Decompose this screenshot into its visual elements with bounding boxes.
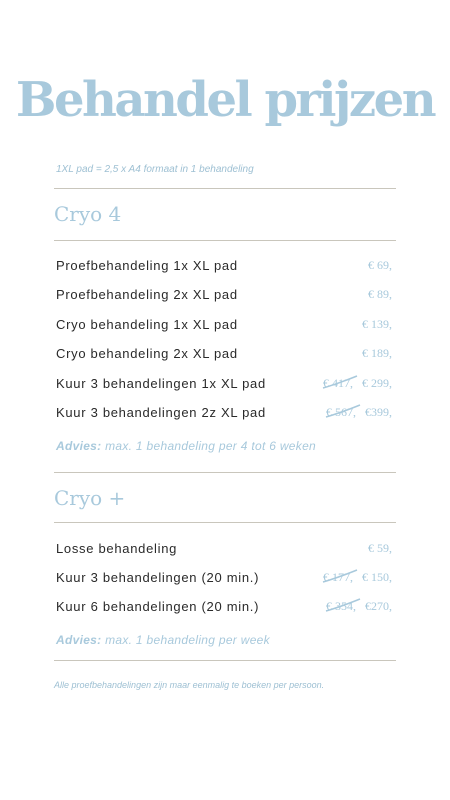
divider (54, 188, 396, 189)
price: € 139, (362, 317, 392, 331)
strikethrough-icon (321, 374, 361, 392)
price-row (56, 376, 392, 396)
price: € 59, (368, 541, 392, 555)
old-price-struck: € 354, (326, 599, 356, 614)
old-price-struck: € 567, (326, 405, 356, 420)
footer-note: Alle proefbehandelingen zijn maar eenmalig te boeken per persoon. (54, 680, 325, 690)
treatment-label: Kuur 3 behandelingen 1x XL pad (56, 376, 266, 391)
divider (54, 660, 396, 661)
treatment-label: Cryo behandeling 2x XL pad (56, 346, 238, 361)
price: € 189, (362, 346, 392, 360)
treatment-label: Proefbehandeling 1x XL pad (56, 258, 238, 273)
advice-text: Advies: max. 1 behandeling per week (56, 633, 270, 647)
treatment-label: Kuur 3 behandelingen 2z XL pad (56, 405, 266, 420)
divider (54, 472, 396, 473)
price: € 150, (362, 570, 392, 584)
old-price-struck: € 177, (323, 570, 353, 585)
treatment-label: Cryo behandeling 1x XL pad (56, 317, 238, 332)
page-title: Behandel prijzen (15, 72, 435, 128)
treatment-label: Kuur 6 behandelingen (20 min.) (56, 599, 260, 614)
price: € 299, (362, 376, 392, 390)
strikethrough-icon (324, 403, 364, 421)
price-row (56, 258, 392, 278)
price: € 89, (368, 287, 392, 301)
price-row (56, 287, 392, 307)
divider (54, 240, 396, 241)
price-row (56, 346, 392, 366)
strikethrough-icon (324, 597, 364, 615)
price-row (56, 570, 392, 590)
section-title-cryo-plus: Cryo + (54, 486, 126, 510)
treatment-label: Proefbehandeling 2x XL pad (56, 287, 238, 302)
advice-text: Advies: max. 1 behandeling per 4 tot 6 weken (56, 439, 317, 453)
price: € 69, (368, 258, 392, 272)
price-row (56, 317, 392, 337)
price: €270, (365, 599, 392, 613)
treatment-label: Kuur 3 behandelingen (20 min.) (56, 570, 260, 585)
price-row (56, 541, 392, 561)
divider (54, 522, 396, 523)
treatment-label: Losse behandeling (56, 541, 178, 556)
price: €399, (365, 405, 392, 419)
pad-size-note: 1XL pad = 2,5 x A4 formaat in 1 behandeling (56, 164, 254, 175)
strikethrough-icon (321, 568, 361, 586)
price-row (56, 405, 392, 425)
old-price-struck: € 417, (323, 376, 353, 391)
section-title-cryo-4: Cryo 4 (54, 202, 122, 226)
price-row (56, 599, 392, 619)
